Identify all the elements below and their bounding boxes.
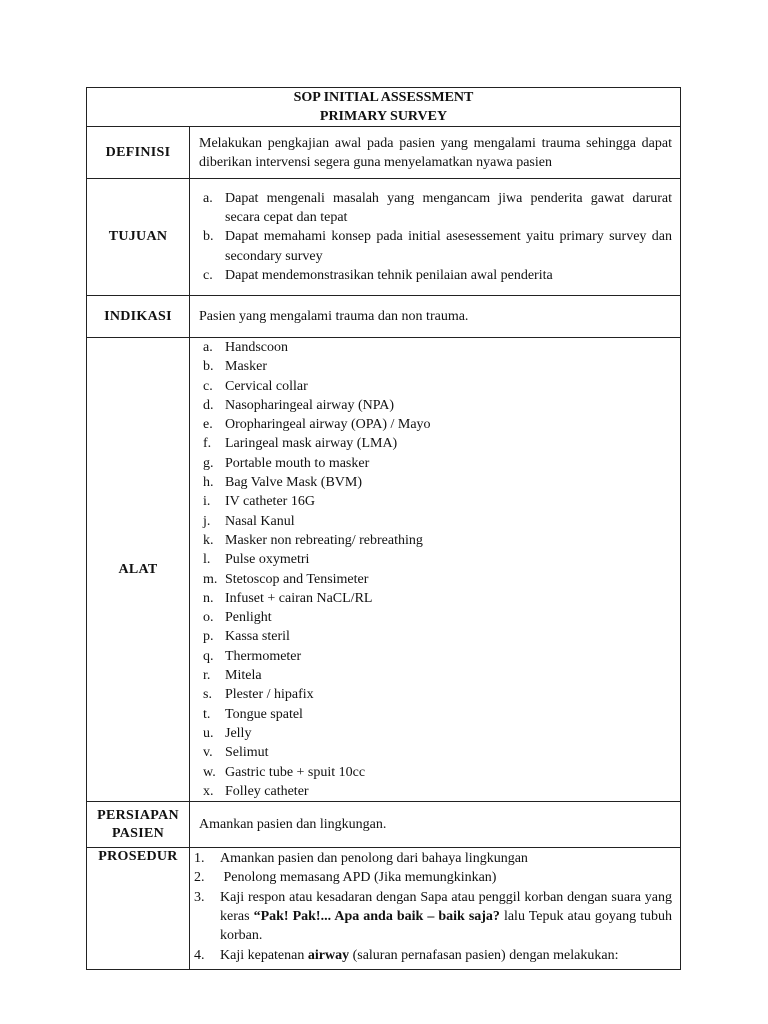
list-item — [199, 396, 672, 415]
list-item — [199, 627, 672, 646]
list-item-text: Portable mouth to masker — [225, 455, 370, 471]
list-item — [199, 473, 672, 492]
persiapan-text: Amankan pasien dan lingkungan. — [190, 802, 681, 848]
list-marker: e. — [203, 417, 213, 433]
list-item-text: Masker — [225, 359, 267, 375]
list-marker: g. — [203, 455, 214, 471]
list-marker: b. — [203, 359, 214, 375]
list-item — [199, 647, 672, 666]
list-item — [199, 666, 672, 685]
list-marker: d. — [203, 397, 214, 413]
list-marker: h. — [203, 475, 214, 491]
list-marker: s. — [203, 687, 212, 703]
tujuan-list — [199, 189, 672, 285]
title-line-2: PRIMARY SURVEY — [319, 109, 448, 124]
document-title — [87, 88, 681, 127]
list-item-text: Jelly — [225, 725, 252, 741]
list-marker: t. — [203, 706, 211, 722]
prosedur-content — [190, 848, 681, 970]
list-item-text: Oropharingeal airway (OPA) / Mayo — [225, 417, 431, 433]
step-number: 3. — [194, 889, 205, 905]
list-item-text: IV catheter 16G — [225, 494, 315, 510]
list-item-text: Dapat memahami konsep pada initial asesessement yaitu primary survey dan secondary survey — [225, 229, 672, 264]
list-item-text: Nasal Kanul — [225, 513, 295, 529]
persiapan-row — [87, 802, 681, 848]
list-item — [199, 189, 672, 228]
list-item-text: Laringeal mask airway (LMA) — [225, 436, 398, 452]
tujuan-label: TUJUAN — [87, 179, 190, 296]
indikasi-label: INDIKASI — [87, 296, 190, 338]
step-text: Kaji respon atau kesadaran dengan Sapa atau penggil korban dengan suara yang keras — [220, 889, 672, 925]
persiapan-label-line-2: PASIEN — [111, 825, 165, 841]
list-item-text: Dapat mengenali masalah yang mengancam jiwa penderita gawat darurat secara cepat dan tepat — [225, 190, 672, 226]
list-marker: f. — [203, 436, 212, 452]
step-text: Penolong memasang APD (Jika memungkinkan) — [220, 870, 497, 886]
list-marker: k. — [203, 532, 214, 548]
list-item — [199, 724, 672, 743]
list-marker: o. — [203, 610, 214, 626]
list-marker: l. — [203, 552, 211, 568]
list-marker: u. — [203, 725, 214, 741]
definisi-row — [87, 127, 681, 179]
step-bold-word: airway — [307, 947, 350, 963]
persiapan-label — [87, 802, 190, 848]
list-marker: v. — [203, 745, 213, 761]
list-item-text: Folley catheter — [225, 783, 309, 799]
list-item — [199, 227, 672, 266]
list-item — [199, 550, 672, 569]
list-item — [199, 705, 672, 724]
sop-table — [86, 87, 681, 970]
tujuan-row — [87, 179, 681, 296]
prosedur-step — [194, 946, 672, 965]
step-bold-phrase: “Pak! Pak!... Apa anda baik – baik saja? — [253, 909, 500, 925]
list-marker: a. — [203, 340, 213, 355]
step-text: Kaji kepatenan — [220, 947, 308, 963]
list-item-text: Mitela — [225, 668, 262, 684]
list-item — [199, 415, 672, 434]
list-item-text: Kassa steril — [225, 629, 290, 645]
list-item — [199, 608, 672, 627]
list-item-text: Plester / hipafix — [225, 687, 314, 703]
definisi-label: DEFINISI — [87, 127, 190, 179]
list-item — [199, 266, 672, 285]
list-item-text: Cervical collar — [225, 378, 308, 394]
step-number: 2. — [194, 870, 205, 886]
list-item-text: Selimut — [225, 745, 269, 761]
list-item — [199, 512, 672, 531]
list-item — [199, 531, 672, 550]
alat-content — [190, 338, 681, 802]
list-marker: c. — [203, 267, 213, 283]
tujuan-content — [190, 179, 681, 296]
list-item — [199, 434, 672, 453]
list-item — [199, 589, 672, 608]
title-line-1: SOP INITIAL ASSESSMENT — [293, 90, 474, 105]
list-item-text: Penlight — [225, 610, 272, 626]
step-text: lalu Tepuk atau goyang tubuh korban. — [220, 909, 672, 944]
prosedur-row — [87, 848, 681, 970]
list-item — [199, 570, 672, 589]
list-marker: n. — [203, 590, 214, 606]
list-item-text: Tongue spatel — [225, 706, 303, 722]
list-marker: m. — [203, 571, 218, 587]
list-marker: r. — [203, 668, 211, 684]
list-marker: c. — [203, 378, 213, 394]
prosedur-label: PROSEDUR — [87, 848, 190, 970]
indikasi-text: Pasien yang mengalami trauma dan non trauma. — [190, 296, 681, 338]
list-item-text: Masker non rebreating/ rebreathing — [225, 532, 423, 548]
prosedur-step — [194, 849, 672, 868]
list-marker: a. — [203, 190, 213, 206]
list-item — [199, 377, 672, 396]
alat-row — [87, 338, 681, 802]
list-item — [199, 743, 672, 762]
list-item-text: Stetoscop and Tensimeter — [225, 571, 369, 587]
step-number: 4. — [194, 947, 205, 963]
prosedur-step — [194, 888, 672, 946]
step-text: (saluran pernafasan pasien) dengan melakukan: — [349, 947, 619, 963]
definisi-text: Melakukan pengkajian awal pada pasien yang mengalami trauma sehingga dapat diberikan intervensi segera guna menyelamatkan nyawa pasien — [190, 127, 681, 179]
list-item — [199, 454, 672, 473]
list-marker: p. — [203, 629, 214, 645]
title-row — [87, 88, 681, 127]
indikasi-row — [87, 296, 681, 338]
list-item-text: Dapat mendemonstrasikan tehnik penilaian awal penderita — [225, 267, 553, 283]
list-item-text: Handscoon — [225, 340, 288, 355]
list-marker: w. — [203, 764, 216, 780]
alat-list — [199, 338, 672, 801]
list-marker: q. — [203, 648, 214, 664]
step-text: Amankan pasien dan penolong dari bahaya lingkungan — [220, 851, 528, 867]
persiapan-label-line-1: PERSIAPAN — [97, 807, 179, 823]
list-marker: j. — [203, 513, 211, 529]
list-marker: b. — [203, 229, 214, 245]
list-item-text: Nasopharingeal airway (NPA) — [225, 397, 394, 413]
list-marker: x. — [203, 783, 214, 799]
alat-label: ALAT — [87, 338, 190, 802]
list-item-text: Infuset + cairan NaCL/RL — [225, 590, 373, 606]
list-marker: i. — [203, 494, 211, 510]
list-item-text: Thermometer — [225, 648, 302, 664]
prosedur-step — [194, 868, 672, 887]
list-item — [199, 357, 672, 376]
list-item-text: Gastric tube + spuit 10cc — [225, 764, 366, 780]
list-item — [199, 763, 672, 782]
list-item — [199, 338, 672, 357]
list-item-text: Bag Valve Mask (BVM) — [225, 475, 363, 491]
list-item-text: Pulse oxymetri — [225, 552, 310, 568]
prosedur-list — [194, 849, 672, 965]
list-item — [199, 782, 672, 801]
step-number: 1. — [194, 851, 205, 867]
list-item — [199, 492, 672, 511]
list-item — [199, 685, 672, 704]
